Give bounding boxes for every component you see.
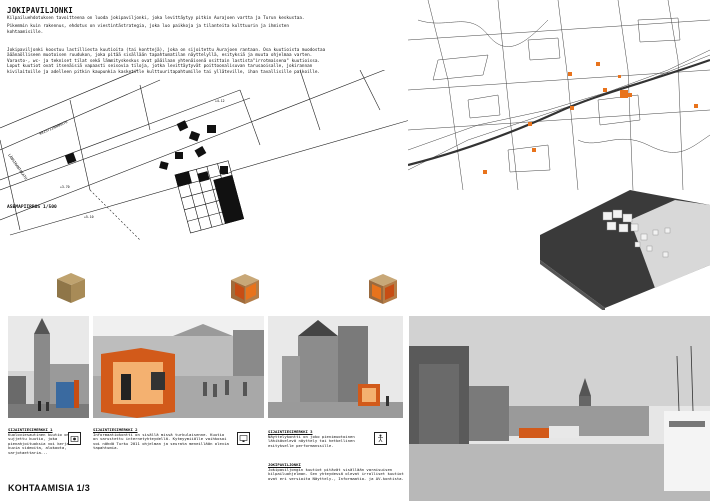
pavilion-summary-body: Jokipaviljongin kuutiot pitävät sisällään varaisuisen kilpailuohjelman. Sen yhteydessä olevat irralliset kuutiot ovat eri versioita Näyttely-, Informaatio- ja AV-kontista. — [268, 466, 404, 481]
location-3-text — [268, 430, 366, 448]
level-mark-3: +5.10 — [84, 215, 94, 219]
pavilion-summary-text — [268, 463, 408, 481]
intro-text — [7, 16, 312, 38]
city-map — [408, 0, 710, 190]
photo-location-2 — [93, 316, 264, 418]
cube-closed-illustration — [54, 271, 88, 305]
model-photo — [535, 190, 710, 310]
intro-line-2: Pikemmin kuin rakennus, ehdotus on viestintästrategia, joka luo paikkoja ja tilanteita kulttuurin ja ihmisten kohtaamisille. — [7, 24, 292, 35]
photo-location-1 — [8, 316, 89, 418]
intro-line-1: Kilpailuehdotuksen tavoitteena on luoda jokipaviljonki, joka levittäytyy pitkin Aurajoen vartta ja Turun keskustaa. — [7, 16, 305, 21]
level-mark-1: +4.12 — [215, 99, 225, 103]
location-3-heading: SIJAINTIESIMERKKI 3 — [268, 429, 313, 434]
site-plan-label: ASEMAPIIRROS 1/500 — [7, 205, 57, 210]
cube-open-illustration — [228, 272, 262, 306]
description-paragraph: Jokipaviljonki koostuu lastilliesta kuutioita (tai konttejä), joka on sijoitettu Aurajoen rantaan. Osa kuutioista muodostaa ääänaölliseen muotoisen ruudukon, joka pitää sisällään tapahtumatilan näyttelyllä, esityksiä ja muuta ohjelmaa varten. Varasto-, wc- ja tekniset tilat sekä lämmityskeskus ovat pääilaan yhtenäisenä osittain lastista"irrotmaisena" kuutioissa. Loput kuutiot ovat itsenäisiä vapaasti seisovia tiloja, jotka levittäytyvät poittoonalisuvan tarusaoisalle, jokirannan kivilaitoille ja adelleen pitkin kaupunkia kasketille kulttuuritapahtumille tai ylläteville, ihan tavallisille paikoille. — [7, 48, 328, 75]
pavilion-summary-heading: JOKIPAVILJONKI — [268, 462, 301, 467]
location-1-heading: SIJAINTIESIMERKKI 1 — [8, 427, 53, 432]
location-2-body: Informaatiokontti on sisällä missä turkulaisenne. Kuutio on varustettu internetyhteydellä. Kytmyymiiälle vaihkosoi voi nähdä Turku 2011 ohjelman ja seurata meneillään olevia tapahtumia. — [93, 431, 229, 451]
location-1-body: Kuoloviesautinen kuutio on sujjettu kuutio, joka pienahjoituoksia voi kerjaehaa kuvia videoita, alokoota, varjotaettaria... — [8, 431, 79, 455]
location-3-body: Näyttelykontti on joko pienimuotoinen lähikävelevä näyttely tai hetkellinen esitykselle performanssille. — [268, 433, 355, 448]
cube-screen-illustration — [366, 272, 400, 306]
photo-camera-icon — [68, 432, 81, 445]
pavilion-grid — [175, 161, 244, 233]
location-2-heading: SIJAINTIESIMERKKI 2 — [93, 427, 138, 432]
street-name-2: LÄNSIRANTAKATU — [7, 153, 28, 181]
level-mark-2: +3.70 — [60, 185, 70, 189]
street-name-3: KRISTIINANKATU — [38, 119, 69, 136]
performer-icon — [374, 432, 387, 445]
site-plan-drawing — [0, 70, 410, 265]
info-screen-icon — [237, 432, 250, 445]
location-2-text — [93, 428, 231, 451]
photo-location-3 — [268, 316, 403, 418]
footer-title: KOHTAAMISIA 1/3 — [8, 483, 91, 493]
page-title: JOKIPAVILJONKI — [7, 6, 74, 15]
photo-river-panorama — [409, 316, 710, 501]
